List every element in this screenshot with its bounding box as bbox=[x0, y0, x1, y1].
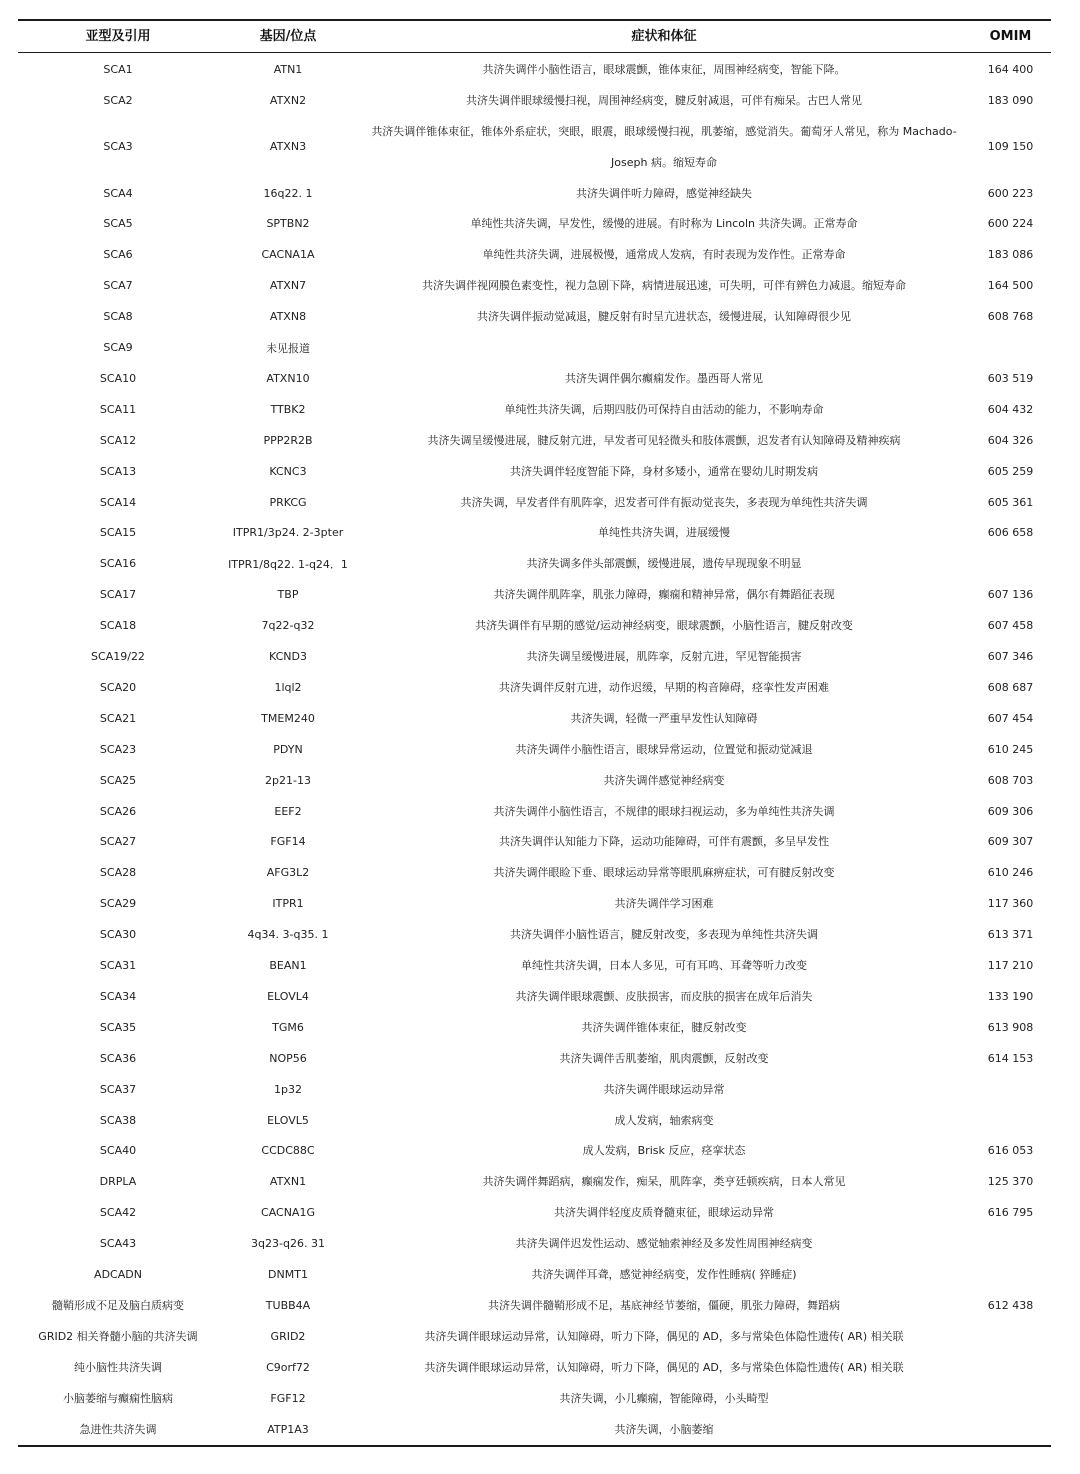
cell-subtype: SCA1 bbox=[103, 62, 133, 76]
cell-gene: 7q22-q32 bbox=[261, 619, 315, 633]
cell-subtype: SCA14 bbox=[99, 495, 137, 509]
cell-subtype: SCA8 bbox=[103, 310, 133, 324]
cell-omim: 614 153 bbox=[987, 1051, 1034, 1065]
table-header-rule bbox=[18, 52, 1051, 53]
cell-symptom: 共济失调伴小脑性语言，腱反射改变，多表现为单纯性共济失调 bbox=[510, 928, 818, 942]
cell-symptom: 共济失调伴轻度皮质脊髓束征，眼球运动异常 bbox=[554, 1206, 774, 1220]
cell-omim: 117 210 bbox=[987, 959, 1034, 973]
table-row bbox=[0, 734, 1080, 765]
cell-gene: ATXN10 bbox=[266, 371, 310, 385]
cell-subtype: SCA29 bbox=[99, 897, 137, 911]
cell-symptom: 共济失调，轻微一严重早发性认知障碍 bbox=[570, 711, 758, 725]
cell-symptom: 共济失调伴眼球运动异常，认知障碍，听力下降，偶见的 AD，多与常染色体隐性遗传( AR) 相关联 bbox=[424, 1360, 904, 1374]
cell-subtype: 纯小脑性共济失调 bbox=[74, 1361, 162, 1375]
table-row bbox=[0, 178, 1080, 209]
cell-gene: C9orf72 bbox=[266, 1360, 310, 1374]
table-row bbox=[0, 116, 1080, 178]
cell-gene: FGF14 bbox=[270, 835, 306, 849]
cell-symptom: 单纯性共济失调，日本人多见，可有耳鸣、耳聋等听力改变 bbox=[521, 959, 807, 973]
cell-omim: 117 360 bbox=[987, 897, 1034, 911]
table-row bbox=[0, 1352, 1080, 1383]
cell-gene: ATN1 bbox=[273, 62, 303, 76]
cell-omim: 609 306 bbox=[987, 804, 1034, 818]
table-row bbox=[0, 1414, 1080, 1445]
cell-symptom: 共济失调伴髓鞘形成不足，基底神经节萎缩，僵硬，肌张力障碍，舞蹈病 bbox=[488, 1298, 840, 1312]
table-row bbox=[0, 796, 1080, 827]
cell-subtype: SCA13 bbox=[99, 464, 137, 478]
cell-gene: ATXN2 bbox=[269, 93, 307, 107]
cell-gene: 3q23-q26. 31 bbox=[251, 1237, 325, 1251]
cell-gene: CCDC88C bbox=[261, 1144, 315, 1158]
table-row bbox=[0, 857, 1080, 888]
cell-omim bbox=[970, 548, 1051, 579]
cell-subtype: SCA43 bbox=[99, 1237, 137, 1251]
cell-omim: 612 438 bbox=[987, 1298, 1034, 1312]
cell-subtype: DRPLA bbox=[99, 1175, 137, 1189]
table-row bbox=[0, 518, 1080, 549]
cell-subtype: SCA5 bbox=[103, 217, 133, 231]
cell-omim: 109 150 bbox=[987, 140, 1034, 154]
cell-omim: 610 245 bbox=[987, 742, 1034, 756]
table-row bbox=[0, 1197, 1080, 1228]
table-row bbox=[0, 270, 1080, 301]
cell-gene: TUBB4A bbox=[265, 1298, 311, 1312]
header-subtype: 亚型及引用 bbox=[85, 29, 151, 44]
cell-gene: 4q34. 3-q35. 1 bbox=[247, 928, 329, 942]
cell-omim: 164 400 bbox=[987, 62, 1034, 76]
cell-gene: PRKCG bbox=[269, 495, 307, 509]
cell-omim: 183 090 bbox=[987, 93, 1034, 107]
table-row bbox=[0, 85, 1080, 116]
table-row bbox=[0, 1043, 1080, 1074]
cell-symptom: 共济失调伴振动觉减退，腱反射有时呈亢进状态，缓慢进展，认知障碍很少见 bbox=[477, 310, 851, 324]
cell-gene: ITPR1/8q22. 1-q24．1 bbox=[228, 557, 348, 571]
cell-subtype: SCA40 bbox=[99, 1144, 137, 1158]
table-row bbox=[0, 672, 1080, 703]
cell-symptom bbox=[358, 332, 970, 363]
cell-symptom: 共济失调伴小脑性语言，眼球震颤，锥体束征，周围神经病变，智能下降。 bbox=[482, 62, 846, 76]
cell-symptom: 单纯性共济失调，进展缓慢 bbox=[598, 526, 730, 540]
cell-symptom: 共济失调伴锥体束征，锥体外系症状，突眼，眼震，眼球缓慢扫视，肌萎缩，感觉消失。葡萄牙人常见，称为 Machado-Joseph 病。缩短寿命 bbox=[371, 124, 957, 169]
cell-subtype: SCA25 bbox=[99, 773, 137, 787]
cell-gene: ATXN7 bbox=[269, 279, 307, 293]
cell-omim: 607 458 bbox=[987, 619, 1034, 633]
cell-symptom: 单纯性共济失调，进展极慢，通常成人发病，有时表现为发作性。正常寿命 bbox=[482, 248, 846, 262]
table-row bbox=[0, 363, 1080, 394]
cell-subtype: SCA23 bbox=[99, 742, 137, 756]
cell-omim: 133 190 bbox=[987, 989, 1034, 1003]
cell-symptom: 共济失调伴舞蹈病，癫痫发作，痴呆，肌阵挛，类亨廷顿疾病，日本人常见 bbox=[482, 1175, 846, 1189]
cell-symptom: 共济失调伴轻度智能下降，身材多矮小，通常在婴幼儿时期发病 bbox=[510, 464, 818, 478]
cell-gene: KCND3 bbox=[269, 650, 307, 664]
cell-subtype: SCA12 bbox=[99, 433, 137, 447]
table-row bbox=[0, 1166, 1080, 1197]
cell-subtype: SCA20 bbox=[99, 680, 137, 694]
table-row bbox=[0, 919, 1080, 950]
cell-symptom: 共济失调伴锥体束征，腱反射改变 bbox=[581, 1020, 747, 1034]
cell-omim bbox=[970, 1414, 1051, 1445]
cell-omim: 605 361 bbox=[987, 495, 1034, 509]
cell-omim: 604 326 bbox=[987, 433, 1034, 447]
cell-gene: ATXN3 bbox=[269, 140, 307, 154]
header-symptom: 症状和体征 bbox=[631, 29, 697, 44]
table-row bbox=[0, 950, 1080, 981]
cell-symptom: 共济失调多伴头部震颤，缓慢进展，遗传早现现象不明显 bbox=[526, 557, 802, 571]
cell-gene: EEF2 bbox=[274, 804, 302, 818]
cell-omim bbox=[970, 1352, 1051, 1383]
cell-subtype: SCA11 bbox=[99, 402, 137, 416]
cell-subtype: GRID2 相关脊髓小脑的共济失调 bbox=[38, 1330, 198, 1344]
cell-subtype: SCA3 bbox=[103, 140, 133, 154]
cell-symptom: 共济失调呈缓慢进展，肌阵挛，反射亢进，罕见智能损害 bbox=[526, 650, 802, 664]
cell-gene: 1p32 bbox=[274, 1082, 302, 1096]
cell-symptom: 单纯性共济失调，早发性，缓慢的进展。有时称为 Lincoln 共济失调。正常寿命 bbox=[470, 217, 858, 231]
table-row bbox=[0, 610, 1080, 641]
cell-gene: KCNC3 bbox=[269, 464, 307, 478]
cell-symptom: 共济失调伴迟发性运动、感觉轴索神经及多发性周围神经病变 bbox=[515, 1237, 813, 1251]
cell-omim: 613 908 bbox=[987, 1020, 1034, 1034]
cell-symptom: 共济失调伴肌阵挛，肌张力障碍，癫痫和精神异常，偶尔有舞蹈征表现 bbox=[493, 588, 835, 602]
cell-omim bbox=[970, 1383, 1051, 1414]
cell-symptom: 成人发病，Brisk 反应，痉挛状态 bbox=[582, 1144, 746, 1158]
cell-subtype: SCA18 bbox=[99, 619, 137, 633]
table-row bbox=[0, 1383, 1080, 1414]
cell-gene: ITPR1/3p24. 2-3pter bbox=[232, 526, 344, 540]
cell-gene: NOP56 bbox=[269, 1051, 307, 1065]
cell-gene: TGM6 bbox=[272, 1020, 304, 1034]
table-row bbox=[0, 579, 1080, 610]
header-gene: 基因/位点 bbox=[259, 29, 317, 44]
cell-subtype: SCA31 bbox=[99, 959, 137, 973]
cell-omim bbox=[970, 1259, 1051, 1290]
cell-symptom: 共济失调伴偶尔癫痫发作。墨西哥人常见 bbox=[565, 371, 763, 385]
cell-omim: 609 307 bbox=[987, 835, 1034, 849]
cell-subtype: SCA27 bbox=[99, 835, 137, 849]
cell-symptom: 共济失调伴眼球运动异常 bbox=[603, 1082, 725, 1096]
cell-gene: 2p21-13 bbox=[265, 773, 311, 787]
cell-symptom: 成人发病，轴索病变 bbox=[614, 1113, 714, 1127]
cell-omim: 125 370 bbox=[987, 1175, 1034, 1189]
cell-subtype: SCA42 bbox=[99, 1206, 137, 1220]
table-row bbox=[0, 239, 1080, 270]
cell-omim: 164 500 bbox=[987, 279, 1034, 293]
cell-symptom: 共济失调伴小脑性语言，眼球异常运动，位置觉和振动觉减退 bbox=[515, 742, 813, 756]
table-bottom-rule bbox=[18, 1445, 1051, 1447]
table-row bbox=[0, 1105, 1080, 1136]
table-row bbox=[0, 1012, 1080, 1043]
cell-gene: ATP1A3 bbox=[267, 1422, 309, 1436]
cell-gene: BEAN1 bbox=[269, 959, 307, 973]
cell-gene: GRID2 bbox=[270, 1329, 306, 1343]
cell-omim: 607 454 bbox=[987, 711, 1034, 725]
cell-subtype: SCA7 bbox=[103, 279, 133, 293]
cell-subtype: SCA9 bbox=[103, 341, 133, 355]
cell-subtype: SCA6 bbox=[103, 248, 133, 262]
cell-gene: PPP2R2B bbox=[263, 433, 313, 447]
cell-symptom: 共济失调伴有早期的感觉/运动神经病变，眼球震颤，小脑性语言，腱反射改变 bbox=[475, 619, 853, 633]
cell-symptom: 共济失调伴小脑性语言，不规律的眼球扫视运动，多为单纯性共济失调 bbox=[493, 804, 835, 818]
table-row bbox=[0, 332, 1080, 363]
cell-gene: 1lql2 bbox=[274, 680, 302, 694]
cell-symptom: 共济失调伴认知能力下降，运动功能障碍，可伴有震颤，多呈早发性 bbox=[499, 835, 829, 849]
table-row bbox=[0, 641, 1080, 672]
table-row bbox=[0, 394, 1080, 425]
cell-gene: 未见报道 bbox=[266, 341, 310, 355]
cell-symptom: 共济失调伴听力障碍，感觉神经缺失 bbox=[576, 186, 752, 200]
cell-gene: TBP bbox=[277, 588, 299, 602]
cell-subtype: 急进性共济失调 bbox=[79, 1423, 157, 1437]
cell-symptom: 共济失调伴感觉神经病变 bbox=[603, 773, 725, 787]
header-omim: OMIM bbox=[989, 29, 1032, 44]
table-row bbox=[0, 765, 1080, 796]
cell-omim: 608 687 bbox=[987, 680, 1034, 694]
cell-symptom: 共济失调伴眼球缓慢扫视，周围神经病变，腱反射减退，可伴有痴呆。古巴人常见 bbox=[466, 93, 862, 107]
cell-omim: 607 346 bbox=[987, 650, 1034, 664]
cell-omim: 608 703 bbox=[987, 773, 1034, 787]
cell-symptom: 共济失调伴眼球运动异常，认知障碍，听力下降，偶见的 AD，多与常染色体隐性遗传( AR) 相关联 bbox=[424, 1329, 904, 1343]
cell-subtype: SCA35 bbox=[99, 1020, 137, 1034]
cell-omim: 600 224 bbox=[987, 217, 1034, 231]
cell-subtype: SCA37 bbox=[99, 1082, 137, 1096]
cell-omim: 608 768 bbox=[987, 310, 1034, 324]
cell-symptom: 共济失调伴学习困难 bbox=[614, 897, 714, 911]
table-row bbox=[0, 1136, 1080, 1167]
cell-omim: 603 519 bbox=[987, 371, 1034, 385]
cell-subtype: SCA36 bbox=[99, 1051, 137, 1065]
cell-omim bbox=[970, 1321, 1051, 1352]
cell-subtype: SCA34 bbox=[99, 989, 137, 1003]
table-row bbox=[0, 1259, 1080, 1290]
cell-symptom: 单纯性共济失调，后期四肢仍可保持自由活动的能力，不影响寿命 bbox=[504, 402, 824, 416]
table-row bbox=[0, 54, 1080, 85]
table-row bbox=[0, 425, 1080, 456]
cell-symptom: 共济失调呈缓慢进展，腱反射亢进，早发者可见轻微头和肢体震颤，迟发者有认知障碍及精神疾病 bbox=[427, 433, 901, 447]
cell-omim bbox=[970, 1074, 1051, 1105]
cell-omim bbox=[970, 1105, 1051, 1136]
table-row bbox=[0, 827, 1080, 858]
cell-symptom: 共济失调伴眼球震颤、皮肤损害，而皮肤的损害在成年后消失 bbox=[515, 989, 813, 1003]
cell-omim: 616 795 bbox=[987, 1206, 1034, 1220]
cell-subtype: SCA2 bbox=[103, 93, 133, 107]
cell-subtype: ADCADN bbox=[94, 1268, 142, 1282]
cell-gene: DNMT1 bbox=[268, 1268, 308, 1282]
cell-omim: 606 658 bbox=[987, 526, 1034, 540]
cell-subtype: SCA38 bbox=[99, 1113, 137, 1127]
cell-symptom: 共济失调，小儿癫痫，智能障碍，小头畸型 bbox=[559, 1391, 769, 1405]
cell-gene: ITPR1 bbox=[272, 897, 304, 911]
cell-gene: SPTBN2 bbox=[266, 217, 310, 231]
table-row bbox=[0, 301, 1080, 332]
cell-subtype: SCA17 bbox=[99, 588, 137, 602]
cell-omim: 607 136 bbox=[987, 588, 1034, 602]
cell-subtype: SCA15 bbox=[99, 526, 137, 540]
table-row bbox=[0, 1321, 1080, 1352]
table-row bbox=[0, 487, 1080, 518]
cell-symptom: 共济失调，小脑萎缩 bbox=[614, 1422, 714, 1436]
cell-symptom: 共济失调伴舌肌萎缩，肌肉震颤，反射改变 bbox=[559, 1051, 769, 1065]
cell-gene: TMEM240 bbox=[261, 711, 315, 725]
cell-gene: CACNA1G bbox=[261, 1206, 315, 1220]
cell-gene: PDYN bbox=[273, 742, 303, 756]
table-row bbox=[0, 703, 1080, 734]
cell-subtype: SCA19/22 bbox=[91, 650, 145, 664]
table-row bbox=[0, 456, 1080, 487]
cell-omim: 605 259 bbox=[987, 464, 1034, 478]
cell-gene: ELOVL5 bbox=[267, 1113, 309, 1127]
cell-subtype: SCA16 bbox=[99, 557, 137, 571]
cell-omim: 604 432 bbox=[987, 402, 1034, 416]
cell-gene: FGF12 bbox=[270, 1391, 306, 1405]
table-row bbox=[0, 548, 1080, 579]
cell-subtype: SCA21 bbox=[99, 711, 137, 725]
cell-gene: 16q22. 1 bbox=[263, 186, 313, 200]
cell-symptom: 共济失调伴耳聋，感觉神经病变，发作性睡病( 猝睡症) bbox=[531, 1268, 797, 1282]
table-row bbox=[0, 1290, 1080, 1321]
table-row bbox=[0, 888, 1080, 919]
cell-symptom: 共济失调，早发者伴有肌阵挛，迟发者可伴有振动觉丧失，多表现为单纯性共济失调 bbox=[460, 495, 868, 509]
cell-omim: 616 053 bbox=[987, 1144, 1034, 1158]
cell-subtype: SCA28 bbox=[99, 866, 137, 880]
cell-symptom: 共济失调伴视网膜色素变性，视力急剧下降，病情进展迅速，可失明，可伴有辨色力减退。缩短寿命 bbox=[422, 279, 906, 293]
cell-omim bbox=[970, 332, 1051, 363]
cell-gene: AFG3L2 bbox=[266, 866, 310, 880]
cell-subtype: SCA10 bbox=[99, 371, 137, 385]
cell-gene: TTBK2 bbox=[270, 402, 306, 416]
cell-omim: 183 086 bbox=[987, 248, 1034, 262]
table-row bbox=[0, 209, 1080, 240]
cell-symptom: 共济失调伴眼睑下垂、眼球运动异常等眼肌麻痹症状，可有腱反射改变 bbox=[493, 866, 835, 880]
cell-symptom: 共济失调伴反射亢进，动作迟缓，早期的构音障碍，痉挛性发声困难 bbox=[499, 680, 829, 694]
cell-subtype: SCA4 bbox=[103, 186, 133, 200]
cell-subtype: SCA26 bbox=[99, 804, 137, 818]
table-row bbox=[0, 1228, 1080, 1259]
cell-omim: 610 246 bbox=[987, 866, 1034, 880]
cell-omim bbox=[970, 1228, 1051, 1259]
table-row bbox=[0, 1074, 1080, 1105]
cell-gene: ATXN8 bbox=[269, 310, 307, 324]
cell-gene: ATXN1 bbox=[269, 1175, 307, 1189]
cell-gene: ELOVL4 bbox=[267, 989, 309, 1003]
table-row bbox=[0, 981, 1080, 1012]
cell-omim: 613 371 bbox=[987, 928, 1034, 942]
cell-subtype: 小脑萎缩与癫痫性脑病 bbox=[63, 1392, 173, 1406]
cell-subtype: SCA30 bbox=[99, 928, 137, 942]
cell-gene: CACNA1A bbox=[261, 248, 315, 262]
cell-omim: 600 223 bbox=[987, 186, 1034, 200]
cell-subtype: 髓鞘形成不足及脑白质病变 bbox=[52, 1299, 184, 1313]
